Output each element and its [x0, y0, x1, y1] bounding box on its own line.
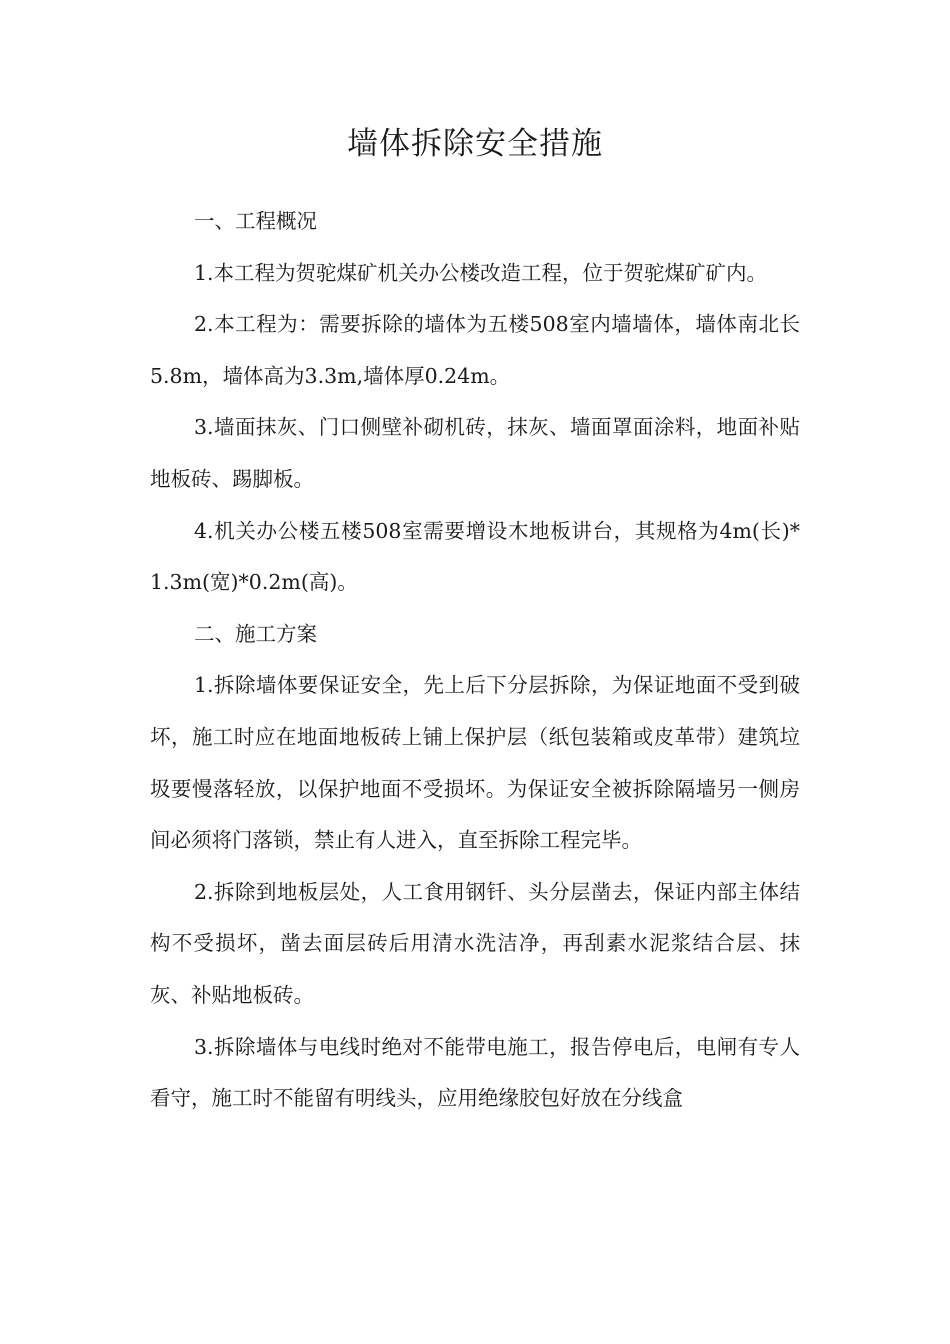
plan-item-3: 3.拆除墙体与电线时绝对不能带电施工，报告停电后，电闸有专人看守，施工时不能留有明线头，应用绝缘胶包好放在分线盒: [150, 1034, 800, 1111]
plan-item-2: 2.拆除到地板层处，人工食用钢钎、头分层凿去，保证内部主体结构不受损坏，凿去面层砖后用清水洗洁净，再刮素水泥浆结合层、抹灰、补贴地板砖。: [150, 879, 800, 1007]
document-title: 墙体拆除安全措施: [347, 126, 603, 162]
document-body: [150, 196, 800, 1125]
section-heading-overview: 一、工程概况: [194, 209, 317, 233]
plan-item-1: 1.拆除墙体要保证安全，先上后下分层拆除，为保证地面不受到破坏，施工时应在地面地板砖上铺上保护层（纸包装箱或皮革带）建筑垃圾要慢落轻放，以保护地面不受损坏。为保证安全被拆除隔墙另一侧房间必须将门落锁，禁止有人进入，直至拆除工程完毕。: [150, 673, 800, 853]
section-heading-plan: 二、施工方案: [194, 621, 317, 646]
overview-item-1: 1.本工程为贺驼煤矿机关办公楼改造工程，位于贺驼煤矿矿内。: [194, 260, 768, 285]
overview-item-3: 3.墙面抹灰、门口侧壁补砌机砖，抹灰、墙面罩面涂料，地面补贴地板砖、踢脚板。: [150, 415, 800, 491]
overview-item-2: 2.本工程为：需要拆除的墙体为五楼508室内墙墙体，墙体南北长5.8m，墙体高为3.3m,墙体厚0.24m。: [150, 312, 800, 388]
overview-item-4: 4.机关办公楼五楼508室需要增设木地板讲台，其规格为4m(长)*1.3m(宽)*0.2m(高)。: [150, 518, 800, 595]
